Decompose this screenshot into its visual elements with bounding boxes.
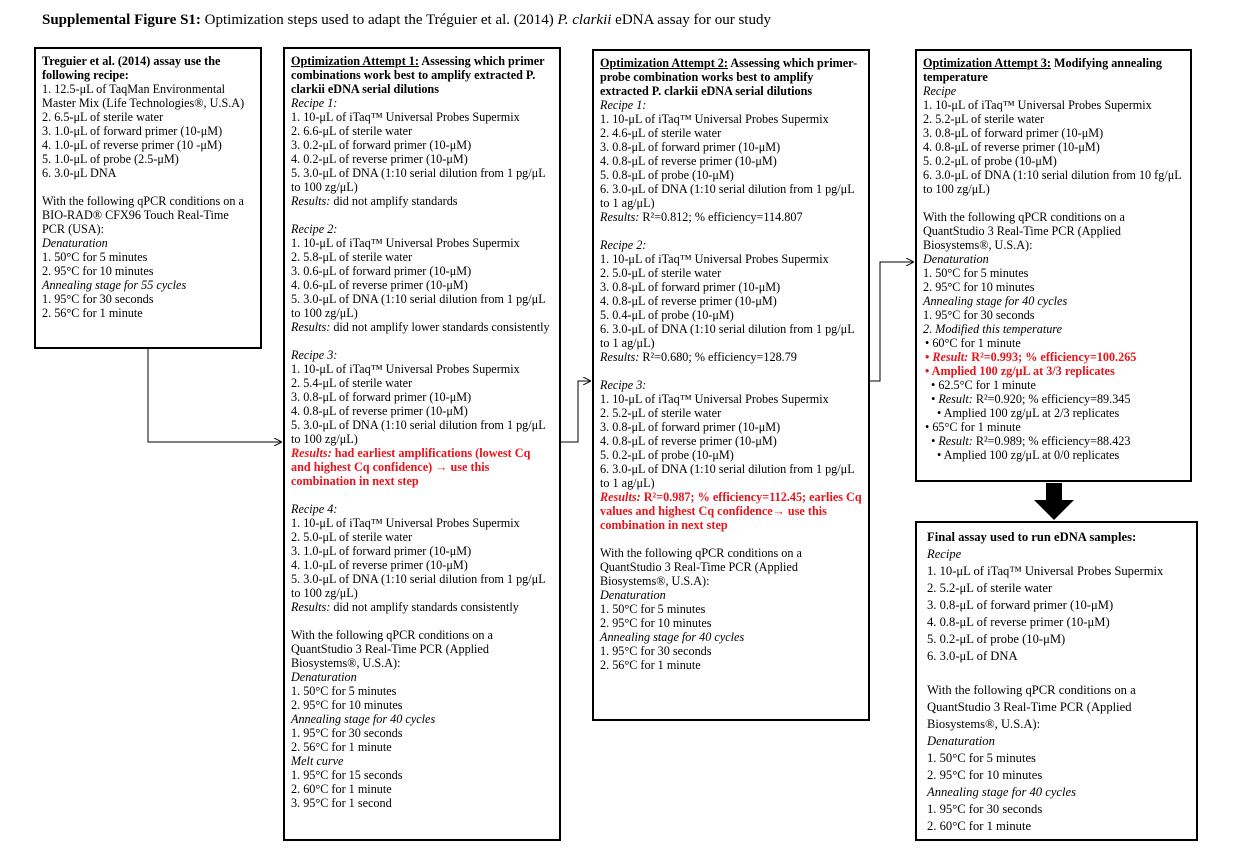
recipe-item: 4. 0.8-μL of reverse primer (10-μM) (923, 140, 1100, 154)
condition-step: 1. 95°C for 15 seconds (291, 768, 403, 782)
recipe-item: 5. 0.2-μL of probe (10-μM) (923, 154, 1057, 168)
recipe-label: Recipe (927, 547, 962, 561)
condition-step: 2. 95°C for 10 minutes (927, 768, 1043, 782)
recipe-item: 1. 12.5-μL of TaqMan Environmental Master Mix (Life Technologies®, U.S.A) (42, 82, 245, 110)
denaturation-label: Denaturation (291, 670, 357, 684)
recipe-item: 6. 3.0-μL of DNA (1:10 serial dilution from 10 fg/μL to 100 zg/μL) (923, 168, 1185, 196)
condition-step: 2. 60°C for 1 minute (291, 782, 392, 796)
recipe-item: 6. 3.0-μL of DNA (1:10 serial dilution from 1 pg/μL to 1 ag/μL) (600, 322, 858, 350)
recipe-item: 1. 10-μL of iTaq™ Universal Probes Supermix (291, 362, 520, 376)
original-assay-box (34, 47, 262, 349)
recipe-item: 4. 1.0-μL of reverse primer (10-μM) (291, 558, 468, 572)
attempt2-box (592, 49, 870, 721)
denaturation-label: Denaturation (42, 236, 108, 250)
recipe-item: 1. 10-μL of iTaq™ Universal Probes Supermix (927, 564, 1164, 578)
recipe-item: 4. 0.8-μL of reverse primer (10-μM) (600, 154, 777, 168)
caption-species: P. clarkii (557, 12, 612, 28)
annealing-label: Annealing stage for 55 cycles (42, 278, 187, 292)
recipe-item: 3. 1.0-μL of forward primer (10-μM) (42, 124, 223, 138)
recipe-item: 3. 0.8-μL of forward primer (10-μM) (291, 390, 472, 404)
arrow-attempt1-to-attempt2 (561, 381, 590, 442)
recipe-item: 4. 0.8-μL of reverse primer (10-μM) (600, 434, 777, 448)
denaturation-label: Denaturation (927, 734, 995, 748)
attempt3-box (915, 49, 1192, 482)
recipe3-result-highlight: Results: R²=0.987; % efficiency=112.45; earlies Cq values and highest Cq confidence→ use this combination in next step (600, 490, 862, 532)
recipe-item: 4. 1.0-μL of reverse primer (10 -μM) (42, 138, 222, 152)
recipe-item: 4. 0.6-μL of reverse primer (10-μM) (291, 278, 468, 292)
attempt2-title: Optimization Attempt 2: Assessing which primer-probe combination works best to amplify extracted P. clarkii eDNA serial dilutions (600, 56, 858, 98)
recipe-item: 4. 0.2-μL of reverse primer (10-μM) (291, 152, 468, 166)
denaturation-label: Denaturation (923, 252, 989, 266)
recipe-item: 2. 4.6-μL of sterile water (600, 126, 722, 140)
recipe-item: 3. 1.0-μL of forward primer (10-μM) (291, 544, 472, 558)
temp-65-result: • Result: R²=0.989; % efficiency=88.423 (931, 434, 1131, 448)
recipe-item: 2. 5.2-μL of sterile water (600, 406, 722, 420)
arrow-original-to-attempt1 (148, 349, 281, 442)
attempt1-title: Optimization Attempt 1: Assessing which primer combinations work best to amplify extracted P. clarkii eDNA serial dilutions (291, 54, 545, 96)
original-recipe-list (42, 82, 254, 180)
recipe3-result-highlight: Results: had earliest amplifications (lowest Cq and highest Cq confidence) → use this combination in next step (291, 446, 531, 488)
condition-step: 1. 50°C for 5 minutes (927, 751, 1036, 765)
modified-temperature-label: 2. Modified this temperature (923, 322, 1063, 336)
annealing-label: Annealing stage for 40 cycles (927, 785, 1076, 799)
condition-step: 2. 95°C for 10 minutes (923, 280, 1035, 294)
recipe2-label: Recipe 2: (291, 222, 338, 236)
condition-step: 1. 50°C for 5 minutes (42, 250, 148, 264)
condition-step: 1. 50°C for 5 minutes (923, 266, 1029, 280)
recipe-item: 1. 10-μL of iTaq™ Universal Probes Supermix (600, 252, 829, 266)
recipe-item: 3. 0.8-μL of forward primer (10-μM) (600, 140, 781, 154)
recipe-item: 3. 0.2-μL of forward primer (10-μM) (291, 138, 472, 152)
recipe-item: 4. 0.8-μL of reverse primer (10-μM) (600, 294, 777, 308)
recipe-item: 5. 0.2-μL of probe (10-μM) (927, 632, 1066, 646)
recipe-item: 1. 10-μL of iTaq™ Universal Probes Supermix (291, 516, 520, 530)
annealing-label: Annealing stage for 40 cycles (291, 712, 436, 726)
attempt3-title: Optimization Attempt 3: Modifying annealing temperature (923, 56, 1163, 84)
condition-step: 2. 56°C for 1 minute (600, 658, 701, 672)
recipe-item: 2. 6.5-μL of sterile water (42, 110, 164, 124)
recipe-item: 1. 10-μL of iTaq™ Universal Probes Supermix (600, 112, 829, 126)
recipe-item: 5. 0.8-μL of probe (10-μM) (600, 168, 734, 182)
recipe1-result: Results: did not amplify standards (291, 194, 458, 208)
recipe-item: 3. 0.8-μL of forward primer (10-μM) (600, 420, 781, 434)
condition-step: 1. 95°C for 30 seconds (927, 802, 1043, 816)
attempt2-conditions-intro: With the following qPCR conditions on a QuantStudio 3 Real-Time PCR (Applied Biosystems®, U.S.A): (600, 546, 805, 588)
original-conditions-intro: With the following qPCR conditions on a BIO-RAD® CFX96 Touch Real-Time PCR (USA): (42, 194, 247, 236)
recipe4-result: Results: did not amplify standards consistently (291, 600, 519, 614)
annealing-label: Annealing stage for 40 cycles (600, 630, 745, 644)
condition-step: 2. 95°C for 10 minutes (291, 698, 403, 712)
temp-62-result: • Result: R²=0.920; % efficiency=89.345 (931, 392, 1131, 406)
recipe-label: Recipe (923, 84, 957, 98)
original-assay-title: Treguier et al. (2014) assay use the following recipe: (42, 54, 221, 82)
recipe-item: 1. 10-μL of iTaq™ Universal Probes Supermix (291, 236, 520, 250)
recipe-item: 5. 3.0-μL of DNA (1:10 serial dilution from 1 pg/μL to 100 zg/μL) (291, 572, 549, 600)
temp-60-item: • 60°C for 1 minute (925, 336, 1021, 350)
recipe-item: 6. 3.0-μL of DNA (1:10 serial dilution from 1 pg/μL to 1 ag/μL) (600, 182, 858, 210)
recipe-item: 1. 10-μL of iTaq™ Universal Probes Supermix (923, 98, 1152, 112)
recipe-item: 3. 0.6-μL of forward primer (10-μM) (291, 264, 472, 278)
arrow-attempt2-to-attempt3 (870, 262, 913, 381)
condition-step: 1. 95°C for 30 seconds (923, 308, 1035, 322)
recipe-item: 4. 0.8-μL of reverse primer (10-μM) (927, 615, 1110, 629)
recipe-item: 5. 3.0-μL of DNA (1:10 serial dilution from 1 pg/μL to 100 zg/μL) (291, 166, 549, 194)
recipe-item: 5. 1.0-μL of probe (2.5-μM) (42, 152, 179, 166)
recipe-item: 4. 0.8-μL of reverse primer (10-μM) (291, 404, 468, 418)
recipe-item: 5. 3.0-μL of DNA (1:10 serial dilution from 1 pg/μL to 100 zg/μL) (291, 418, 549, 446)
recipe-item: 6. 3.0-μL of DNA (927, 649, 1018, 663)
denaturation-label: Denaturation (600, 588, 666, 602)
recipe-item: 5. 0.2-μL of probe (10-μM) (600, 448, 734, 462)
recipe-item: 2. 5.2-μL of sterile water (927, 581, 1053, 595)
caption-text: Optimization steps used to adapt the Tréguier et al. (2014) (200, 12, 558, 28)
attempt1-box (283, 47, 561, 841)
condition-step: 3. 95°C for 1 second (291, 796, 392, 810)
temp-65-amplification: • Amplied 100 zg/μL at 0/0 replicates (937, 448, 1120, 462)
recipe-item: 3. 0.8-μL of forward primer (10-μM) (923, 126, 1104, 140)
recipe-item: 2. 5.0-μL of sterile water (600, 266, 722, 280)
condition-step: 1. 95°C for 30 seconds (42, 292, 154, 306)
final-assay-box (915, 521, 1198, 841)
recipe-item: 1. 10-μL of iTaq™ Universal Probes Supermix (291, 110, 520, 124)
recipe-item: 2. 5.8-μL of sterile water (291, 250, 413, 264)
recipe2-result: Results: R²=0.680; % efficiency=128.79 (600, 350, 797, 364)
recipe1-label: Recipe 1: (291, 96, 338, 110)
temp-60-amplification-highlight: • Amplied 100 zg/μL at 3/3 replicates (925, 364, 1115, 378)
final-assay-title: Final assay used to run eDNA samples: (927, 530, 1137, 544)
melt-curve-label: Melt curve (291, 754, 344, 768)
recipe3-label: Recipe 3: (291, 348, 338, 362)
recipe-item: 1. 10-μL of iTaq™ Universal Probes Supermix (600, 392, 829, 406)
condition-step: 2. 95°C for 10 minutes (42, 264, 154, 278)
arrow-attempt3-to-final (1034, 483, 1074, 520)
condition-step: 1. 95°C for 30 seconds (291, 726, 403, 740)
recipe-item: 6. 3.0-μL DNA (42, 166, 117, 180)
recipe2-result: Results: did not amplify lower standards consistently (291, 320, 550, 334)
recipe-item: 3. 0.8-μL of forward primer (10-μM) (927, 598, 1114, 612)
final-conditions-intro: With the following qPCR conditions on a QuantStudio 3 Real-Time PCR (Applied Biosystems®, U.S.A): (927, 683, 1139, 731)
condition-step: 2. 60°C for 1 minute (927, 819, 1032, 833)
recipe-item: 5. 3.0-μL of DNA (1:10 serial dilution from 1 pg/μL to 100 zg/μL) (291, 292, 549, 320)
recipe-item: 2. 5.0-μL of sterile water (291, 530, 413, 544)
temp-60-result-highlight: • Result: R²=0.993; % efficiency=100.265 (925, 350, 1137, 364)
recipe-item: 3. 0.8-μL of forward primer (10-μM) (600, 280, 781, 294)
annealing-label: Annealing stage for 40 cycles (923, 294, 1068, 308)
caption-label: Supplemental Figure S1: (42, 12, 201, 28)
temp-62-item: • 62.5°C for 1 minute (931, 378, 1036, 392)
temp-65-item: • 65°C for 1 minute (925, 420, 1021, 434)
recipe-item: 2. 5.2-μL of sterile water (923, 112, 1045, 126)
recipe2-label: Recipe 2: (600, 238, 647, 252)
caption-text-end: eDNA assay for our study (611, 12, 771, 28)
attempt3-conditions-intro: With the following qPCR conditions on a QuantStudio 3 Real-Time PCR (Applied Biosystems®, U.S.A): (923, 210, 1128, 252)
condition-step: 1. 50°C for 5 minutes (600, 602, 706, 616)
condition-step: 1. 50°C for 5 minutes (291, 684, 397, 698)
recipe-item: 5. 0.4-μL of probe (10-μM) (600, 308, 734, 322)
recipe1-result: Results: R²=0.812; % efficiency=114.807 (600, 210, 803, 224)
condition-step: 1. 95°C for 30 seconds (600, 644, 712, 658)
recipe3-label: Recipe 3: (600, 378, 647, 392)
temp-62-amplification: • Amplied 100 zg/μL at 2/3 replicates (937, 406, 1120, 420)
condition-step: 2. 56°C for 1 minute (42, 306, 143, 320)
recipe-item: 6. 3.0-μL of DNA (1:10 serial dilution from 1 pg/μL to 1 ag/μL) (600, 462, 858, 490)
recipe4-label: Recipe 4: (291, 502, 338, 516)
recipe-item: 2. 6.6-μL of sterile water (291, 124, 413, 138)
recipe-item: 2. 5.4-μL of sterile water (291, 376, 413, 390)
attempt1-conditions-intro: With the following qPCR conditions on a QuantStudio 3 Real-Time PCR (Applied Biosystems®, U.S.A): (291, 628, 496, 670)
condition-step: 2. 95°C for 10 minutes (600, 616, 712, 630)
condition-step: 2. 56°C for 1 minute (291, 740, 392, 754)
recipe1-label: Recipe 1: (600, 98, 647, 112)
